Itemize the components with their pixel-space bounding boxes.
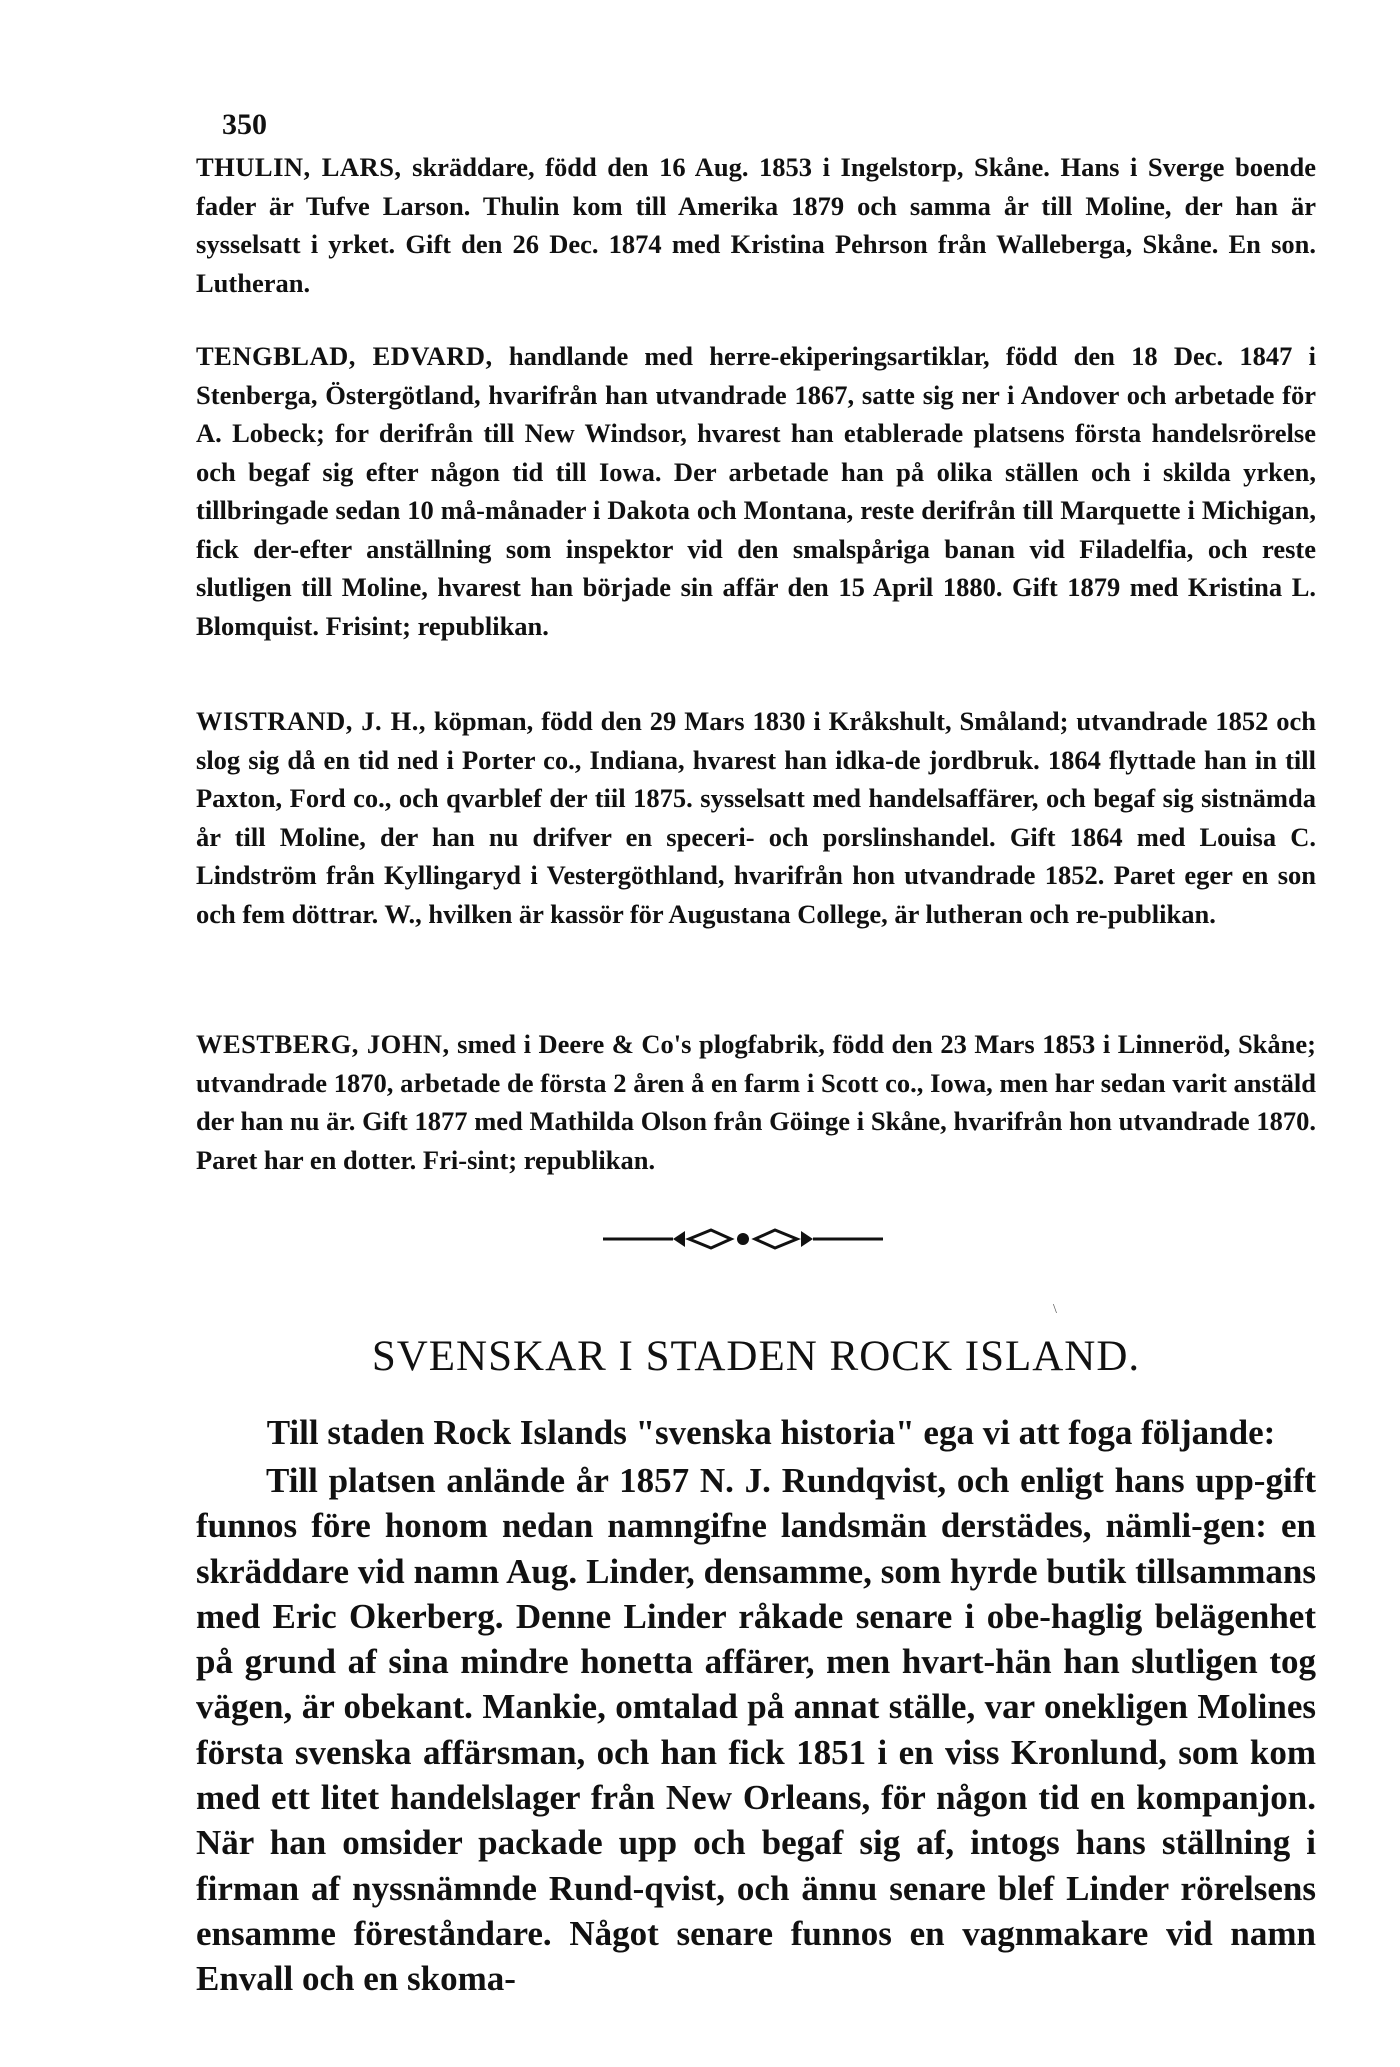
- biography-entry-tengblad: [196, 337, 1316, 645]
- entry-name: WESTBERG, JOHN,: [196, 1029, 450, 1059]
- page-number: 350: [222, 108, 267, 141]
- entry-name: THULIN, LARS,: [196, 152, 402, 182]
- biography-entry-westberg: [196, 1025, 1316, 1179]
- biography-entry-thulin: [196, 148, 1316, 302]
- entry-text: smed i Deere & Co's plogfabrik, född den 23 Mars 1853 i Linneröd, Skåne; utvandrade 1870, arbetade de första 2 åren å en farm i Scott co., Iowa, men har sedan varit anstäld der han nu är. Gift 1877 med Mathilda Olson från Göinge i Skåne, hvarifrån hon utvandrade 1870. Paret har en dotter. Fri-sint; republikan.: [196, 1029, 1316, 1175]
- section-intro: Till staden Rock Islands "svenska historia" ega vi att foga följande:: [266, 1413, 1276, 1452]
- entry-name: WISTRAND, J. H.,: [196, 706, 426, 736]
- entry-name: TENGBLAD, EDVARD,: [196, 341, 493, 371]
- ornament-divider: [603, 1219, 883, 1259]
- section-title: SVENSKAR I STADEN ROCK ISLAND.: [371, 1333, 1141, 1380]
- entry-text: köpman, född den 29 Mars 1830 i Kråkshult, Småland; utvandrade 1852 och slog sig då en tid ned i Porter co., Indiana, hvarest han idka-de jordbruk. 1864 flyttade han in till Paxton, Ford co., och qvarblef der tiil 1875. sysselsatt med handelsaffärer, och begaf sig sistnämda år till Moline, der han nu drifver en speceri- och porslinshandel. Gift 1864 med Louisa C. Lindström från Kyllingaryd i Vestergöthland, hvarifrån hon utvandrade 1852. Paret eger en son och fem döttrar. W., hvilken är kassör för Augustana College, är lutheran och re-publikan.: [196, 706, 1316, 929]
- biography-entry-wistrand: [196, 702, 1316, 933]
- section-body: Till platsen anlände år 1857 N. J. Rundqvist, och enligt hans upp-gift funnos före honom nedan namngifne landsmän derstädes, nämli-gen: en skräddare vid namn Aug. Linder, densamme, som hyrde butik tillsammans med Eric Okerberg. Denne Linder råkade senare i obe-haglig belägenhet på grund af sina mindre honetta affärer, men hvart-hän han slutligen tog vägen, är obekant. Mankie, omtalad på annat ställe, var onekligen Molines första svenska affärsman, och han fick 1851 i en viss Kronlund, som kom med ett litet handelslager från New Orleans, för någon tid en kompanjon. När han omsider packade upp och begaf sig af, intogs hans ställning i firman af nyssnämnde Rund-qvist, och ännu senare blef Linder rörelsens ensamme föreståndare. Något senare funnos en vagnmakare vid namn Envall och en skoma-: [196, 1461, 1316, 1999]
- entry-text: handlande med herre-ekiperingsartiklar, född den 18 Dec. 1847 i Stenberga, Östergötland, hvarifrån han utvandrade 1867, satte sig ner i Andover och arbetade för A. Lobeck; for derifrån till New Windsor, hvarest han etablerade platsens första handelsrörelse och begaf sig efter någon tid till Iowa. Der arbetade han på olika ställen och i skilda yrken, tillbringade sedan 10 må-månader i Dakota och Montana, reste derifrån till Marquette i Michigan, fick der-efter anställning som inspektor vid den smalspåriga banan vid Filadelfia, och reste slutligen till Moline, hvarest han började sin affär den 15 April 1880. Gift 1879 med Kristina L. Blomquist. Frisint; republikan.: [196, 341, 1316, 641]
- stray-mark: \: [1053, 1302, 1057, 1317]
- entry-text: skräddare, född den 16 Aug. 1853 i Ingelstorp, Skåne. Hans i Sverge boende fader är Tufve Larson. Thulin kom till Amerika 1879 och samma år till Moline, der han är sysselsatt i yrket. Gift den 26 Dec. 1874 med Kristina Pehrson från Walleberga, Skåne. En son. Lutheran.: [196, 152, 1316, 298]
